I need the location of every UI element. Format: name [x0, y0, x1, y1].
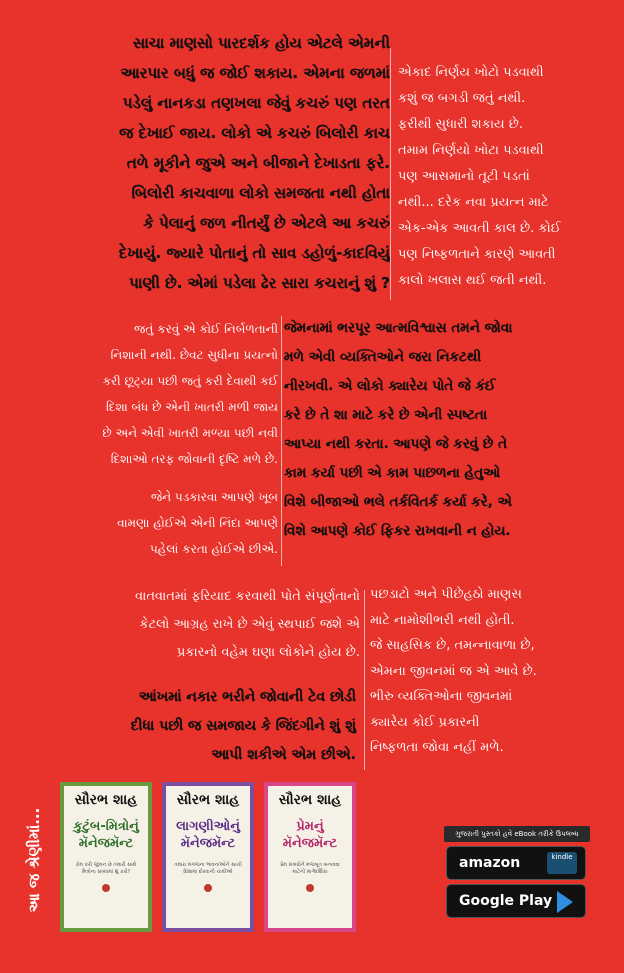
publisher-logo-icon: [306, 884, 314, 892]
book-title: લાગણીઓનું મૅનેજમૅન્ટ: [176, 819, 240, 851]
book-author: સૌરભ શાહ: [176, 792, 240, 808]
paragraph-letting-go: જતું કરવું એ કોઈ નિર્બળતાની નિશાની નથી. છેવટ સુધીના પ્રયત્નો કરી છૂટ્યા પછી જતું કરી દેવાથી કઈ દિશા બંધ છે એની ખાતરી મળી જાય છે અને એવી ખાતરી મળ્યા પછી નવી દિશાઓ તરફ જોવાની દૃષ્ટિ મળે છે.: [102, 322, 278, 466]
google-play-label: Google Play: [459, 893, 553, 909]
book-title: પ્રેમનું મૅનેજમૅન્ટ: [282, 819, 338, 851]
text-block-letting-go: [16, 316, 278, 472]
publisher-logo-icon: [204, 884, 212, 892]
divider-top: [390, 48, 391, 300]
google-play-button[interactable]: [446, 884, 586, 918]
book-cover-love[interactable]: [264, 782, 356, 932]
kindle-label: kindle: [551, 853, 573, 861]
paragraph-decisions: એકાદ નિર્ણય ખોટો પડવાથી કશું જ બગડી જતું નથી. ફરીથી સુધારી શકાય છે. તમામ નિર્ણયો ખોટા પડવાથી પણ આસમાનો તૂટી પડતાં નથી... દરેક નવા પ્રયત્ન માટે એક-એક આવતી કાલ છે. કોઈ પણ નિષ્ફળતાને કારણે આવતી કાલો ખલાસ થઈ જતી નથી.: [398, 65, 561, 288]
kindle-icon: [547, 852, 577, 874]
text-block-negativity: [30, 683, 356, 770]
paragraph-complaints: વાતવાતમાં ફરિયાદ કરવાથી પોતે સંપૂર્ણતાનો કેટલો આગ્રહ રાખે છે એવું સ્થપાઈ જશે એ પ્રકારનો વહેમ ઘણા લોકોને હોય છે.: [135, 589, 360, 660]
text-block-confidence: [284, 314, 614, 546]
text-block-complaints: [26, 583, 360, 667]
paragraph-setbacks: પછડાટો અને પીછેહઠો માણસ માટે નામોશીભરી નથી હોતી. જે સાહસિક છે, તમન્નાવાળા છે, એમના જીવનમાં જ એ આવે છે. ભીરુ વ્યક્તિઓના જીવનમાં ક્યારેય કોઈ પ્રકારની નિષ્ફળતા જોવા નહીં મળે.: [370, 587, 537, 755]
ebook-caption: ગુજરાતી પુસ્તકો હવે eBook તરીકે ઉપલબ્ધ: [444, 826, 590, 842]
play-books-icon: [557, 891, 573, 913]
book-subtitle: તમારા મગજના ભાવનાઓને સાચી દિશામાં દોરવાની ચાવીઓ: [174, 862, 242, 875]
divider-bottom: [364, 590, 365, 770]
text-block-setbacks: [370, 582, 610, 761]
divider-middle: [281, 316, 282, 566]
book-cover-family[interactable]: [60, 782, 152, 932]
book-subtitle: પ્રેમ સંબંધોને મજબૂત બનાવવા માટેની માર્ગદર્શિકા: [280, 862, 340, 875]
paragraph-negativity: આંખમાં નકાર ભરીને જોવાની ટેવ છોડી દીધા પછી જ સમજાય કે જિંદગીને શું શું આપી શકીએ એમ છીએ.: [130, 689, 356, 763]
series-label: [14, 785, 54, 935]
book-cover-emotions[interactable]: [162, 782, 254, 932]
publisher-logo-icon: [102, 884, 110, 892]
text-block-decisions: [398, 60, 608, 294]
paragraph-transparency: સાચા માણસો પારદર્શક હોય એટલે એમની આરપાર બધું જ જોઈ શકાય. એમના જળમાં પડેલું નાનકડા તણખલા જેવું કચરું પણ તરત જ દેખાઈ જાય. લોકો એ કચરું બિલોરી કાચ તળે મૂકીને જુએ અને બીજાને દેખાડતા ફરે. બિલોરી કાચવાળા લોકો સમજતા નથી હોતા કે પેલાનું જળ નીતર્યું છે એટલે આ કચરું દેખાયું. જ્યારે પોતાનું તો સાવ ડહોળું-કાદવિયું પાણી છે. એમાં પડેલા ઢેર સારા કચરાનું શું ?: [118, 34, 390, 292]
book-author: સૌરભ શાહ: [278, 792, 342, 808]
book-subtitle: કેમ કરી જીવન છે તમારી સાથે મિત્રોના સંબંધમાં શું કરો?: [75, 862, 137, 875]
text-block-criticism: [40, 484, 278, 562]
series-label-text: આ જ શ્રેણીમાં...: [25, 807, 43, 913]
paragraph-confidence: જેમનામાં ભરપૂર આત્મવિશ્વાસ તમને જોવા મળે એવી વ્યક્તિઓને જરા નિકટથી નીરખવી. એ લોકો ક્યારેય પોતે જે કંઈ કરે છે તે શા માટે કરે છે એની સ્પષ્ટતા આપ્યા નથી કરતા. આપણે જે કરવું છે તે કામ કર્યા પછી એ કામ પાછળના હેતુઓ વિશે બીજાઓ ભલે તર્કવિતર્ક કર્યા કરે, એ વિશે આપણે કોઈ ફિકર રાખવાની ન હોય.: [284, 320, 513, 539]
paragraph-criticism: જેને પડકારવા આપણે ખૂબ વામણા હોઈએ એની નિંદા આપણે પહેલાં કરતા હોઈએ છીએ.: [117, 490, 278, 556]
text-block-transparency: [40, 28, 390, 298]
amazon-kindle-button[interactable]: [446, 846, 586, 880]
amazon-label: amazon: [459, 855, 521, 871]
book-title: કુટુંબ-મિત્રોનું મૅનેજમૅન્ટ: [73, 819, 139, 851]
book-author: સૌરભ શાહ: [74, 792, 138, 808]
